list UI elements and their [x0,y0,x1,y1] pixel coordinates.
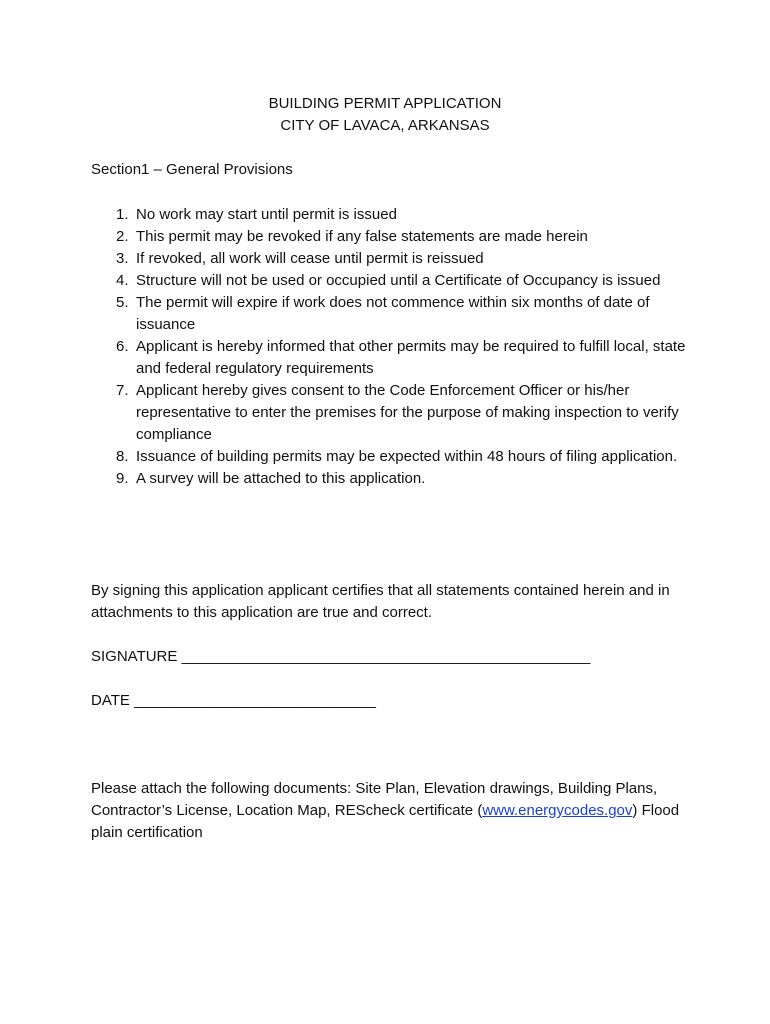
attachments-tail: ) Flood plain certification [91,802,680,841]
list-item-number: 1. [116,206,129,223]
list-item-text: Applicant is hereby informed that other permits may be required to fulfill local, state and federal regulatory requirements [136,338,686,377]
date-label: DATE [91,692,130,709]
title-block [0,93,770,137]
list-item-number: 5. [116,294,129,311]
energycodes-link[interactable]: www.energycodes.gov [482,802,633,819]
list-item-number: 9. [116,470,129,487]
document-subtitle: CITY OF LAVACA, ARKANSAS [280,117,490,134]
date-field[interactable]: _____________________________ [134,692,377,709]
list-item [91,226,691,248]
list-item [91,270,691,292]
list-item [91,468,691,490]
signature-label: SIGNATURE [91,648,178,665]
list-item-number: 8. [116,448,129,465]
list-item-text: A survey will be attached to this application. [136,470,426,487]
list-item [91,248,691,270]
date-line [91,690,376,712]
list-item [91,292,691,336]
list-item-text: Applicant hereby gives consent to the Code Enforcement Officer or his/her representative to enter the premises for the purpose of making inspection to verify compliance [136,382,679,443]
list-item [91,446,691,468]
list-item [91,204,691,226]
list-item-text: The permit will expire if work does not commence within six months of date of issuance [136,294,650,333]
certification-statement: By signing this application applicant certifies that all statements contained herein and in attachments to this application are true and correct. [91,582,670,621]
document-title: BUILDING PERMIT APPLICATION [268,95,502,112]
section-heading: Section1 – General Provisions [91,161,293,178]
list-item-text: No work may start until permit is issued [136,206,397,223]
list-item-number: 6. [116,338,129,355]
signature-line [91,646,590,668]
attachments-paren-open: ( [477,802,483,819]
list-item-number: 4. [116,272,129,289]
list-item-text: This permit may be revoked if any false statements are made herein [136,228,588,245]
list-item-number: 3. [116,250,129,267]
list-item-text: Issuance of building permits may be expected within 48 hours of filing application. [136,448,678,465]
list-item-number: 2. [116,228,129,245]
provisions-list [91,204,691,490]
list-item-text: Structure will not be used or occupied until a Certificate of Occupancy is issued [136,272,661,289]
attachments-intro: Please attach the following documents: Site Plan, Elevation drawings, Building Plans, Contractor’s License, Location Map, REScheck certificate [91,780,658,819]
list-item [91,336,691,380]
list-item-number: 7. [116,382,129,399]
list-item [91,380,691,446]
signature-field[interactable]: _________________________________________________ [181,648,591,665]
list-item-text: If revoked, all work will cease until permit is reissued [136,250,484,267]
attachments-paragraph [91,778,691,844]
